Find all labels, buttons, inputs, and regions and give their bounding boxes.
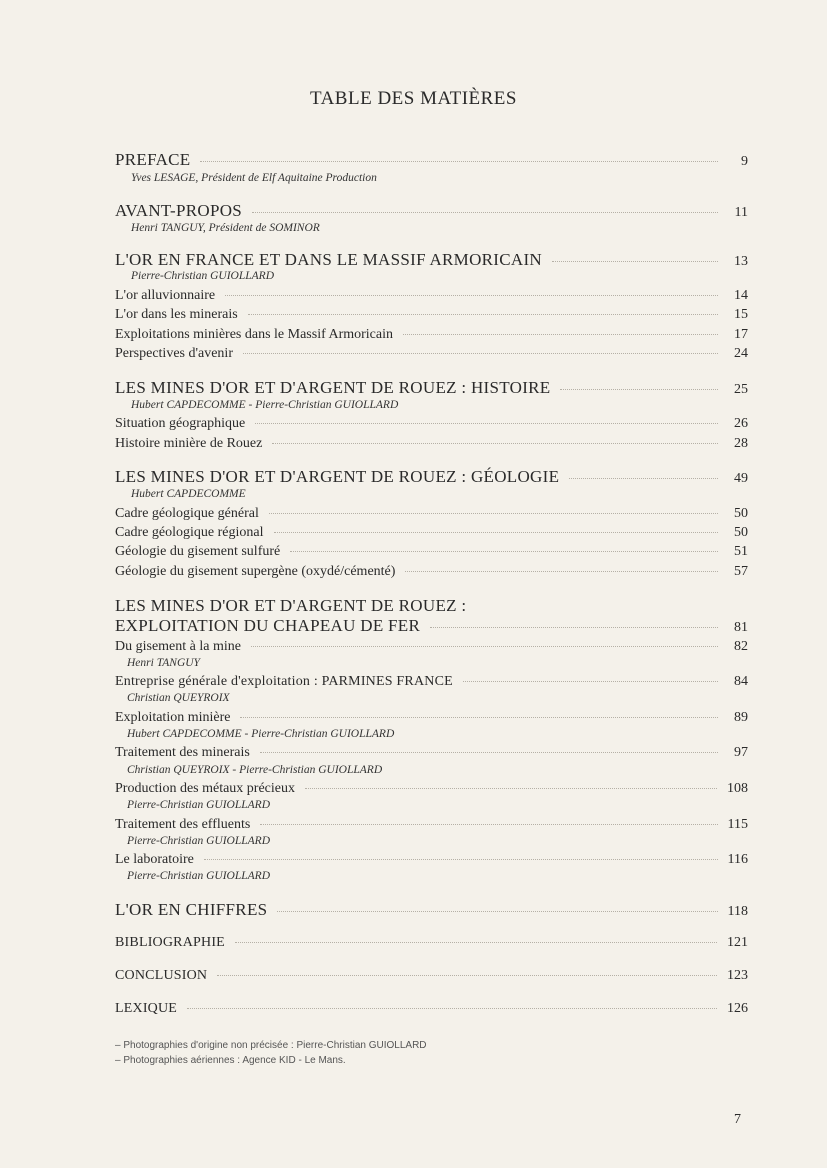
entry-author: Hubert CAPDECOMME - Pierre-Christian GUIOLLARD: [131, 399, 399, 411]
toc-subentry[interactable]: [115, 506, 748, 522]
toc-subentry[interactable]: [115, 288, 748, 304]
toc-entry-or-en-france[interactable]: [115, 250, 748, 270]
entry-page: 28: [734, 436, 748, 451]
toc-entry-preface[interactable]: [115, 150, 748, 170]
entry-author: Pierre-Christian GUIOLLARD: [127, 799, 271, 811]
dot-leader: [569, 478, 718, 479]
entry-author: Hubert CAPDECOMME: [131, 488, 246, 500]
entry-author: Pierre-Christian GUIOLLARD: [127, 835, 271, 847]
entry-page: 116: [727, 852, 748, 867]
entry-label: Géologie du gisement supergène (oxydé/cémenté): [115, 564, 396, 579]
dot-leader: [305, 788, 717, 789]
entry-label: Géologie du gisement sulfuré: [115, 544, 281, 559]
entry-label: L'or dans les minerais: [115, 307, 238, 322]
entry-label: Exploitations minières dans le Massif Armoricain: [115, 327, 394, 342]
entry-label: Le laboratoire: [115, 852, 194, 867]
entry-label: CONCLUSION: [115, 968, 208, 983]
dot-leader: [290, 551, 718, 552]
entry-page: 118: [727, 904, 748, 919]
toc-subentry[interactable]: [115, 436, 748, 452]
entry-label: LES MINES D'OR ET D'ARGENT DE ROUEZ : HISTOIRE: [115, 378, 551, 397]
entry-page: 51: [734, 544, 748, 559]
dot-leader: [255, 423, 718, 424]
dot-leader: [430, 627, 718, 628]
entry-page: 115: [727, 817, 748, 832]
entry-label: Cadre géologique régional: [115, 525, 264, 540]
dot-leader: [248, 314, 718, 315]
dot-leader: [204, 859, 718, 860]
entry-label: L'OR EN FRANCE ET DANS LE MASSIF ARMORICAIN: [115, 250, 543, 269]
toc-subentry[interactable]: [115, 327, 748, 343]
dot-leader: [272, 443, 718, 444]
entry-author: Henri TANGUY: [127, 657, 200, 669]
entry-page: 50: [734, 525, 748, 540]
dot-leader: [243, 353, 718, 354]
toc-subentry[interactable]: [115, 710, 748, 726]
toc-subentry[interactable]: [115, 639, 748, 655]
toc-subentry[interactable]: [115, 817, 748, 833]
entry-page: 17: [734, 327, 748, 342]
entry-page: 9: [741, 154, 748, 169]
entry-label: L'OR EN CHIFFRES: [115, 900, 268, 919]
dot-leader: [405, 571, 718, 572]
entry-page: 82: [734, 639, 748, 654]
toc-subentry[interactable]: [115, 674, 748, 690]
entry-page: 57: [734, 564, 748, 579]
entry-label: L'or alluvionnaire: [115, 288, 216, 303]
toc-entry-bibliographie[interactable]: [115, 935, 748, 951]
toc-entry-avant-propos[interactable]: [115, 201, 748, 221]
entry-author: Yves LESAGE, Président de Elf Aquitaine Production: [131, 172, 377, 184]
toc-subentry[interactable]: [115, 781, 748, 797]
dot-leader: [235, 942, 717, 943]
dot-leader: [277, 911, 717, 912]
entry-label: PREFACE: [115, 150, 191, 169]
entry-page: 26: [734, 416, 748, 431]
entry-label: Histoire minière de Rouez: [115, 436, 263, 451]
entry-page: 123: [727, 968, 748, 983]
entry-label: BIBLIOGRAPHIE: [115, 935, 225, 950]
photo-credit-note: – Photographies aériennes : Agence KID - Le Mans.: [115, 1055, 346, 1066]
toc-entry-geologie[interactable]: [115, 467, 748, 487]
entry-page: 11: [734, 205, 748, 220]
dot-leader: [217, 975, 717, 976]
entry-page: 81: [734, 620, 748, 635]
entry-author: Pierre-Christian GUIOLLARD: [127, 870, 271, 882]
entry-page: 25: [734, 382, 748, 397]
entry-label: Entreprise générale d'exploitation : PARMINES FRANCE: [115, 674, 453, 689]
entry-label: Traitement des minerais: [115, 745, 250, 760]
entry-label: Traitement des effluents: [115, 817, 251, 832]
dot-leader: [225, 295, 718, 296]
dot-leader: [251, 646, 718, 647]
dot-leader: [200, 161, 718, 162]
dot-leader: [260, 752, 718, 753]
dot-leader: [463, 681, 718, 682]
dot-leader: [269, 513, 718, 514]
entry-label: AVANT-PROPOS: [115, 201, 243, 220]
entry-label: Situation géographique: [115, 416, 246, 431]
page-title: TABLE DES MATIÈRES: [310, 88, 517, 109]
entry-label: Perspectives d'avenir: [115, 346, 233, 361]
photo-credit-note: – Photographies d'origine non précisée : Pierre-Christian GUIOLLARD: [115, 1040, 427, 1051]
entry-page: 13: [734, 254, 748, 269]
dot-leader: [260, 824, 717, 825]
page-number: 7: [734, 1112, 741, 1127]
toc-subentry[interactable]: [115, 346, 748, 362]
entry-label: Production des métaux précieux: [115, 781, 296, 796]
entry-author: Christian QUEYROIX - Pierre-Christian GUIOLLARD: [127, 764, 383, 776]
toc-subentry[interactable]: [115, 745, 748, 761]
toc-subentry[interactable]: [115, 852, 748, 868]
entry-author: Christian QUEYROIX: [127, 692, 230, 704]
entry-page: 84: [734, 674, 748, 689]
toc-subentry[interactable]: [115, 416, 748, 432]
toc-entry-conclusion[interactable]: [115, 968, 748, 984]
entry-page: 121: [727, 935, 748, 950]
entry-page: 50: [734, 506, 748, 521]
entry-label: LES MINES D'OR ET D'ARGENT DE ROUEZ : GÉOLOGIE: [115, 467, 560, 486]
entry-page: 14: [734, 288, 748, 303]
toc-entry-histoire[interactable]: [115, 378, 748, 398]
entry-page: 49: [734, 471, 748, 486]
entry-page: 89: [734, 710, 748, 725]
toc-subentry[interactable]: [115, 544, 748, 560]
entry-page: 126: [727, 1001, 748, 1016]
entry-author: Hubert CAPDECOMME - Pierre-Christian GUIOLLARD: [127, 728, 395, 740]
dot-leader: [252, 212, 718, 213]
toc-subentry[interactable]: [115, 307, 748, 323]
entry-page: 97: [734, 745, 748, 760]
toc-entry-exploitation[interactable]: [115, 616, 748, 636]
entry-page: 108: [727, 781, 748, 796]
toc-subentry[interactable]: [115, 525, 748, 541]
entry-label: EXPLOITATION DU CHAPEAU DE FER: [115, 616, 421, 635]
dot-leader: [187, 1008, 717, 1009]
dot-leader: [403, 334, 718, 335]
toc-entry-exploitation-line1: LES MINES D'OR ET D'ARGENT DE ROUEZ :: [115, 596, 467, 615]
entry-page: 15: [734, 307, 748, 322]
entry-label: Cadre géologique général: [115, 506, 259, 521]
dot-leader: [274, 532, 718, 533]
entry-author: Pierre-Christian GUIOLLARD: [131, 270, 275, 282]
entry-page: 24: [734, 346, 748, 361]
entry-label: Du gisement à la mine: [115, 639, 241, 654]
toc-entry-or-en-chiffres[interactable]: [115, 900, 748, 920]
toc-subentry[interactable]: [115, 564, 748, 580]
dot-leader: [552, 261, 718, 262]
entry-label: LEXIQUE: [115, 1001, 178, 1016]
entry-author: Henri TANGUY, Président de SOMINOR: [131, 222, 320, 234]
toc-entry-lexique[interactable]: [115, 1001, 748, 1017]
dot-leader: [240, 717, 718, 718]
entry-label: Exploitation minière: [115, 710, 231, 725]
dot-leader: [560, 389, 718, 390]
